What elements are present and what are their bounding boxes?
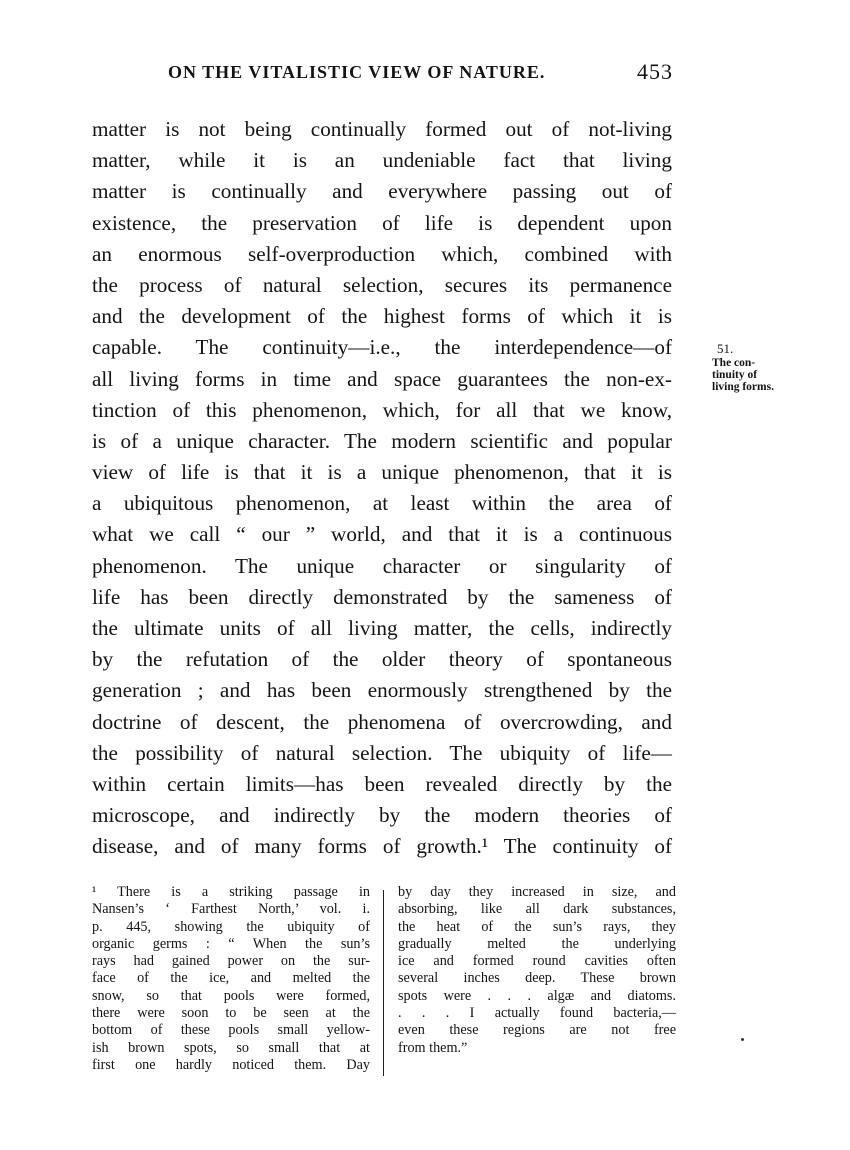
footnote-column-left	[92, 884, 370, 1074]
text-line: microscope, and indirectly by the modern theories of	[92, 803, 672, 828]
footnote-line: ish brown spots, so small that at	[92, 1039, 370, 1056]
text-line: disease, and of many forms of growth.¹ The continuity of	[92, 834, 672, 859]
text-line: matter, while it is an undeniable fact that living	[92, 148, 672, 173]
margin-note-line: living forms.	[712, 381, 774, 393]
text-line: phenomenon. The unique character or singularity of	[92, 553, 672, 578]
text-line: a ubiquitous phenomenon, at least within the area of	[92, 491, 672, 516]
footnote-line: Nansen’s ‘ Farthest North,’ vol. i.	[92, 901, 370, 918]
text-line: life has been directly demonstrated by the sameness of	[92, 584, 672, 609]
text-line: and the development of the highest forms of which it is	[92, 304, 672, 329]
footnote-line: rays had gained power on the sur-	[92, 953, 370, 970]
text-line: the process of natural selection, secures its permanence	[92, 272, 672, 297]
text-line: doctrine of descent, the phenomena of overcrowding, and	[92, 709, 672, 734]
footnote-line: ice and formed round cavities often	[398, 953, 676, 970]
footnote-line: organic germs : “ When the sun’s	[92, 935, 370, 952]
footnote-line: bottom of these pools small yellow-	[92, 1022, 370, 1039]
text-line: within certain limits—has been revealed directly by the	[92, 771, 672, 796]
text-line: existence, the preservation of life is dependent upon	[92, 210, 672, 235]
text-line: the possibility of natural selection. The ubiquity of life—	[92, 740, 672, 765]
text-line: view of life is that it is a unique phenomenon, that it is	[92, 460, 672, 485]
text-line: the ultimate units of all living matter, the cells, indirectly	[92, 616, 672, 640]
footnote-line: the heat of the sun’s rays, they	[398, 918, 676, 935]
running-header	[168, 59, 673, 90]
footnote-line: spots were . . . algæ and diatoms.	[398, 987, 676, 1004]
footnote-column-right	[398, 884, 676, 1057]
page-number: 453	[637, 59, 673, 84]
footnote-line: face of the ice, and melted the	[92, 970, 370, 987]
column-rule	[383, 890, 384, 1076]
footnote-line: several inches deep. These brown	[398, 970, 676, 987]
footnote-line: . . . I actually found bacteria,—	[398, 1005, 676, 1022]
stray-mark	[741, 1038, 744, 1041]
text-line: by the refutation of the older theory of spontaneous	[92, 647, 672, 672]
footnote-line: even these regions are not free	[398, 1022, 676, 1039]
text-line: an enormous self-overproduction which, combined with	[92, 241, 672, 266]
footnote-line: absorbing, like all dark substances,	[398, 901, 676, 918]
text-line: what we call “ our ” world, and that it is a continuous	[92, 522, 672, 547]
text-line: is of a unique character. The modern scientific and popular	[92, 428, 672, 453]
text-line: matter is not being continually formed out of not-living	[92, 117, 672, 141]
footnote-line: snow, so that pools were formed,	[92, 987, 370, 1004]
footnote-line: from them.”	[398, 1039, 468, 1056]
body-text	[92, 114, 672, 863]
text-line: all living forms in time and space guarantees the non-ex-	[92, 366, 672, 391]
text-line: matter is continually and everywhere passing out of	[92, 179, 672, 204]
footnote-line: by day they increased in size, and	[398, 884, 676, 900]
footnote-line: first one hardly noticed them. Day	[92, 1056, 370, 1073]
footnote-line: p. 445, showing the ubiquity of	[92, 918, 370, 935]
margin-note-line: tinuity of	[712, 369, 758, 381]
text-line: tinction of this phenomenon, which, for all that we know,	[92, 397, 672, 422]
footnote-line: ¹ There is a striking passage in	[92, 884, 370, 900]
margin-note-number: 51.	[717, 341, 734, 356]
text-line: capable. The continuity—i.e., the interdependence—of	[92, 335, 672, 360]
footnote-line: gradually melted the underlying	[398, 935, 676, 952]
footnote-line: there were soon to be seen at the	[92, 1005, 370, 1022]
margin-note-line: The con-	[712, 357, 756, 369]
text-line: generation ; and has been enormously strengthened by the	[92, 678, 672, 703]
margin-note	[712, 343, 802, 393]
running-title: ON THE VITALISTIC VIEW OF NATURE.	[168, 62, 546, 82]
